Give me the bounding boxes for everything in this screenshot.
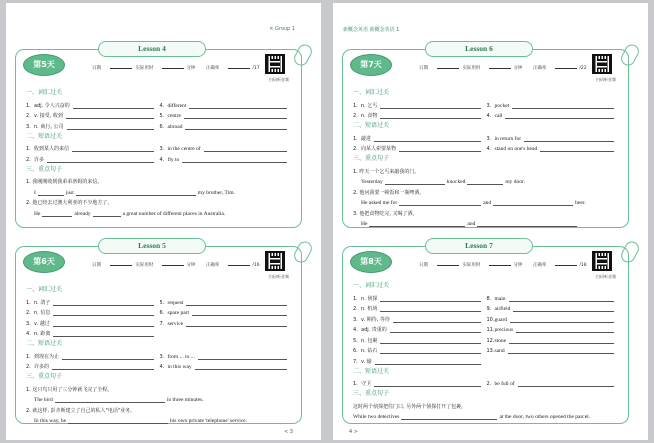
answer-line[interactable] [47, 162, 153, 163]
answer-line[interactable] [518, 386, 614, 387]
sentence-fill[interactable]: In this way, he his own private 'telephone' service. [34, 418, 248, 424]
answer-line[interactable] [399, 151, 480, 152]
sentence-fill[interactable]: He already a great number of different places in Australia. [34, 210, 226, 217]
answer-line[interactable] [204, 151, 287, 152]
answer-line[interactable] [375, 364, 481, 365]
sentence-fill[interactable]: While two detectives at the door, two others opened the parcel. [353, 414, 591, 420]
right-page [333, 3, 648, 440]
lesson-card: Lesson 4 第5天 日期 实际用时 分钟 正确率 /17 扫码听音频 一、词汇过关 1. adj. 令人兴奋的 4. different 2. v. 接受, 收到 5. centre 3. n. 商行, 公司 6. abroad 二、短语过关 1. 收到某人的来信 3. in the centre of 2. 许多 4. fly to 三、重点句子 1. 我刚刚收到我弟弟蒂姆的来信。 I just my brother, Tim. 2. 他已经去过澳大利亚的不少地方了。 He already a great number of different places in Australia. [15, 49, 302, 228]
section-title: 二、短语过关 [26, 340, 63, 347]
day-badge: 第5天 [23, 54, 65, 76]
progress-meta: 日期 实际用时 分钟 正确率 /18 [419, 263, 587, 268]
header-group-tag: ✕ Group 1 [269, 26, 295, 32]
answer-line[interactable] [512, 108, 614, 109]
answer-line[interactable] [189, 108, 287, 109]
answer-line[interactable] [374, 141, 480, 142]
qr-code-icon[interactable] [265, 251, 285, 271]
answer-line[interactable] [505, 118, 614, 119]
sentence-fill[interactable]: The bird in three minutes. [34, 397, 204, 403]
answer-line[interactable] [513, 311, 614, 312]
section-title: 二、短语过关 [26, 132, 63, 140]
lesson-title: Lesson 6 [425, 41, 533, 57]
section-title: 二、短语过关 [353, 122, 390, 129]
qr-code-icon[interactable] [265, 54, 285, 74]
answer-line[interactable] [53, 336, 153, 337]
answer-line[interactable] [509, 301, 615, 302]
answer-line[interactable] [509, 343, 614, 344]
answer-line[interactable] [184, 118, 287, 119]
sentence-fill[interactable]: He and [353, 217, 620, 228]
section-title: 二、短语过关 [353, 367, 390, 375]
sentence-fill[interactable]: He asked me for and beer. [361, 200, 586, 206]
section-title: 三、重点句子 [353, 390, 390, 397]
section-title: 一、词汇过关 [26, 286, 63, 293]
lesson-card: Lesson 6 第7天 日期 实际用时 分钟 正确率 /22 扫码听音频 一、词汇过关 1. n. 乞丐 3. pocket 2. n. 食物 4. call 二、短语过关 1. 敲进 3. in return for 2. 向某人索要某物 4. stand on one's head 三、重点句子 1. 昨天一个乞丐来敲我的门。 Yesterday knocked my door. 2. 他问我要一顿饭和一瓶啤酒。 He asked me for and beer. 3. 他把食物吃完, 又喝了酒。 He and [342, 49, 629, 228]
answer-line[interactable] [540, 151, 614, 152]
answer-line[interactable] [390, 332, 481, 333]
sentence-fill[interactable]: Yesterday knocked my door. [361, 179, 525, 185]
sentence-fill[interactable]: I just my brother, Tim. [34, 189, 235, 196]
answer-line[interactable] [195, 369, 287, 370]
sentence-cn: 2. 他问我要一顿饭和一瓶啤酒。 [353, 189, 425, 196]
lesson-title: Lesson 7 [425, 238, 533, 254]
scan-label: 扫码听音频 [596, 274, 616, 279]
section-title: 一、词汇过关 [353, 89, 390, 96]
answer-line[interactable] [380, 343, 480, 344]
paperclip-icon [292, 239, 315, 265]
sentence-cn: 1. 我刚刚收到我弟弟蒂姆的来信。 [26, 179, 103, 185]
sentence-cn: 2. 他已经去过澳大利亚的不少地方了。 [26, 200, 113, 206]
progress-meta: 日期 实际用时 分钟 正确率 /17 [92, 66, 260, 71]
sentence-cn: 1. 昨天一个乞丐来敲我的门。 [353, 168, 420, 175]
paperclip-icon [619, 239, 642, 265]
sentence-cn: 1. 这只鸟只用了三分钟就飞完了全程。 [26, 386, 113, 393]
answer-line[interactable] [186, 305, 287, 306]
answer-line[interactable] [53, 305, 153, 306]
scan-label: 扫码听音频 [596, 77, 616, 82]
left-page [6, 3, 321, 440]
answer-line[interactable] [198, 359, 287, 360]
answer-line[interactable] [185, 129, 287, 130]
answer-line[interactable] [510, 322, 614, 323]
section-title: 三、重点句子 [353, 155, 390, 162]
qr-code-icon[interactable] [592, 251, 612, 271]
page-number: 4 > [349, 429, 358, 435]
sentence-cn: 这时两个侦探把住门口, 另外两个侦探打开了包裹。 [353, 403, 467, 410]
header-series-tag: 新概念英语 新概念英语 1 [343, 27, 400, 33]
scan-label: 扫码听音频 [269, 274, 289, 279]
scan-label: 扫码听音频 [269, 77, 289, 82]
answer-line[interactable] [73, 108, 154, 109]
day-badge: 第6天 [23, 251, 65, 273]
day-badge: 第7天 [350, 54, 392, 76]
section-title: 一、词汇过关 [26, 89, 63, 96]
answer-line[interactable] [380, 353, 480, 354]
answer-line[interactable] [380, 118, 480, 119]
lesson-title: Lesson 4 [98, 41, 206, 57]
lesson-title: Lesson 5 [98, 238, 206, 254]
progress-meta: 日期 实际用时 分钟 正确率 /22 [419, 66, 587, 71]
answer-line[interactable] [380, 108, 480, 109]
section-title: 三、重点句子 [26, 373, 63, 380]
answer-line[interactable] [52, 369, 153, 370]
answer-line[interactable] [380, 311, 480, 312]
lesson-card: Lesson 5 第6天 日期 实际用时 分钟 正确率 /16 扫码听音频 一、词汇过关 1. n. 鸽子 5. request 2. n. 信息 6. spare part 3. v. 越过 7. service 4. n. 距离 二、短语过关 1. 到现在为止 3. from ... to ... 2. 许多的 4. in this way 三、重点句子 1. 这只鸟只用了三分钟就飞完了全程。 The bird in three minutes. 2. 就这样, 彭齐斯建立了自己的私人"电话"业务。 In this way, he his own private 'telephone' service. [15, 246, 302, 424]
answer-line[interactable] [66, 118, 154, 119]
page-number: < 3 [284, 429, 293, 435]
day-badge: 第8天 [350, 251, 392, 273]
answer-line[interactable] [524, 141, 614, 142]
answer-line[interactable] [380, 301, 480, 302]
answer-line[interactable] [72, 151, 153, 152]
answer-line[interactable] [186, 326, 287, 327]
section-title: 一、词汇过关 [353, 282, 390, 289]
answer-line[interactable] [182, 162, 287, 163]
answer-line[interactable] [374, 386, 480, 387]
sentence-cn: 2. 就这样, 彭齐斯建立了自己的私人"电话"业务。 [26, 407, 136, 414]
sentence-cn: 3. 他把食物吃完, 又喝了酒。 [353, 210, 418, 217]
progress-meta: 日期 实际用时 分钟 正确率 /16 [92, 263, 260, 268]
paperclip-icon [292, 42, 315, 68]
answer-line[interactable] [192, 315, 287, 316]
section-title: 三、重点句子 [26, 165, 63, 173]
answer-line[interactable] [62, 359, 153, 360]
answer-line[interactable] [393, 322, 481, 323]
answer-line[interactable] [67, 129, 154, 130]
paperclip-icon [619, 42, 642, 68]
answer-line[interactable] [53, 326, 154, 327]
qr-code-icon[interactable] [592, 54, 612, 74]
answer-line[interactable] [53, 315, 153, 316]
answer-line[interactable] [508, 353, 614, 354]
answer-line[interactable] [516, 332, 614, 333]
lesson-card: Lesson 7 第8天 日期 实际用时 分钟 正确率 /18 扫码听音频 一、词汇过关 1. n. 侦探 8. main 2. n. 机场 9. airfield 3. v. 期待, 等待 10. guard 4. adj. 贵重的 11. precious 5. n. 包裹 12. stone 6. n. 钻石 13. sand 7. v. 偷 二、短语过关 1. 守卫 2. be full of 三、重点句子 这时两个侦探把住门口, 另外两个侦探打开了包裹。 While two detectives at the door, two others opened the parcel. [342, 246, 629, 424]
